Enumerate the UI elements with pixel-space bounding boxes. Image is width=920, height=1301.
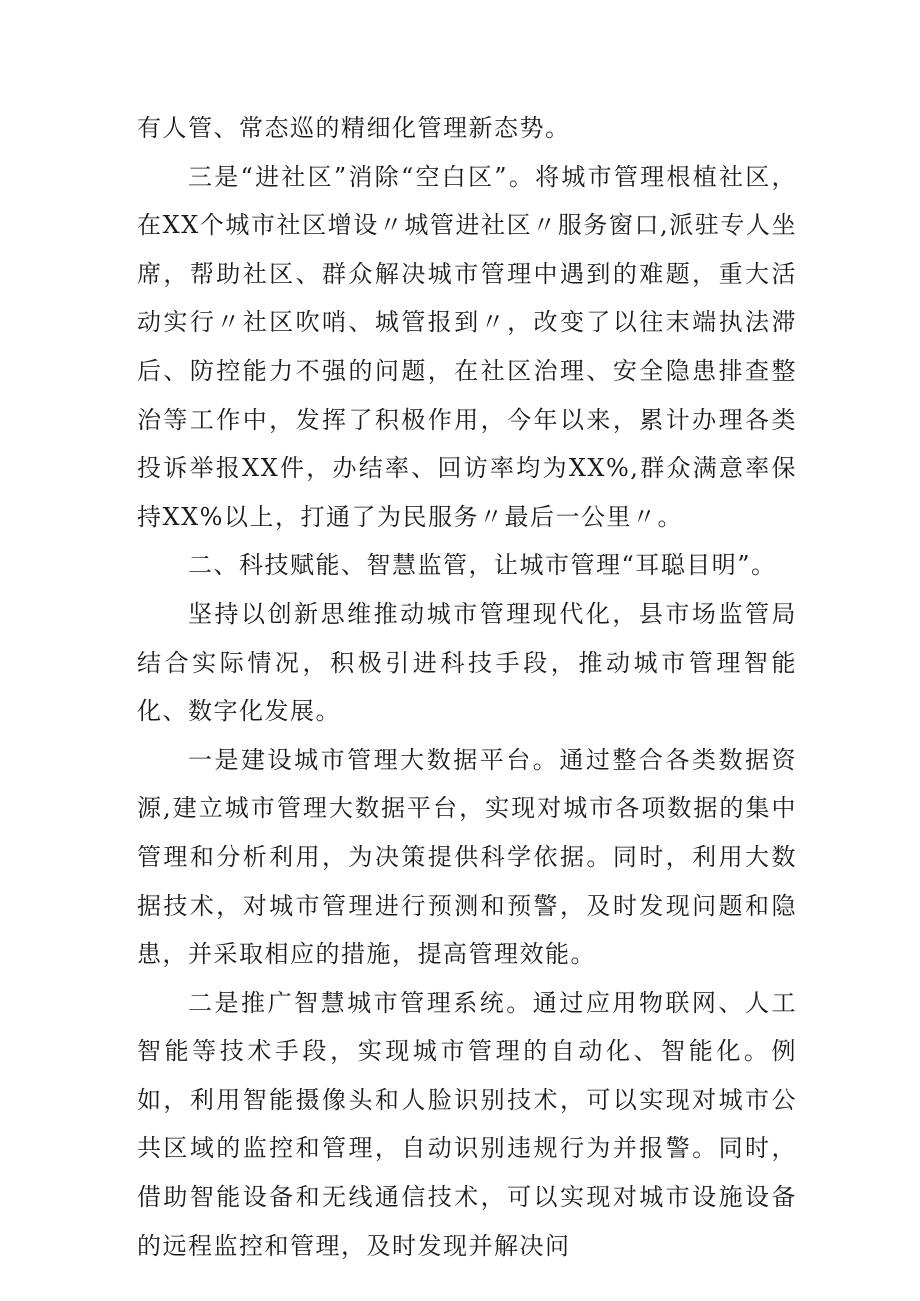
paragraph-community-service: 三是“进社区”消除“空白区”。将城市管理根植社区，在XX个城市社区增设〃城管进社区〃服务窗口,派驻专人坐席，帮助社区、群众解决城市管理中遇到的难题，重大活动实行〃社区吹哨、城管报到〃，改变了以往末端执法滞后、防控能力不强的问题，在社区治理、安全隐患排查整治等工作中，发挥了积极作用，今年以来，累计办理各类投诉举报XX件，办结率、回访率均为XX%,群众满意率保持XX%以上，打通了为民服务〃最后一公里〃。 (137, 162, 797, 531)
paragraph-big-data-platform: 一是建设城市管理大数据平台。通过整合各类数据资源,建立城市管理大数据平台，实现对城市各项数据的集中管理和分析利用，为决策提供科学依据。同时，利用大数据技术，对城市管理进行预测和预警，及时发现问题和隐患，并采取相应的措施，提高管理效能。 (137, 745, 797, 969)
paragraph-continuation: 有人管、常态巡的精细化管理新态势。 (137, 114, 571, 142)
paragraph-modernization-intro: 坚持以创新思维推动城市管理现代化，县市场监管局结合实际情况，积极引进科技手段，推动城市管理智能化、数字化发展。 (137, 599, 797, 726)
paragraph-smart-city-system: 二是推广智慧城市管理系统。通过应用物联网、人工智能等技术手段，实现城市管理的自动化、智能化。例如，利用智能摄像头和人脸识别技术，可以实现对城市公共区域的监控和管理，自动识别违规行为并报警。同时，借助智能设备和无线通信技术，可以实现对城市设施设备的远程监控和管理，及时发现并解决问 (137, 988, 797, 1260)
section-heading-tech-empowerment: 二、科技赋能、智慧监管，让城市管理“耳聪目明”。 (188, 551, 777, 580)
document-body (137, 104, 797, 1270)
